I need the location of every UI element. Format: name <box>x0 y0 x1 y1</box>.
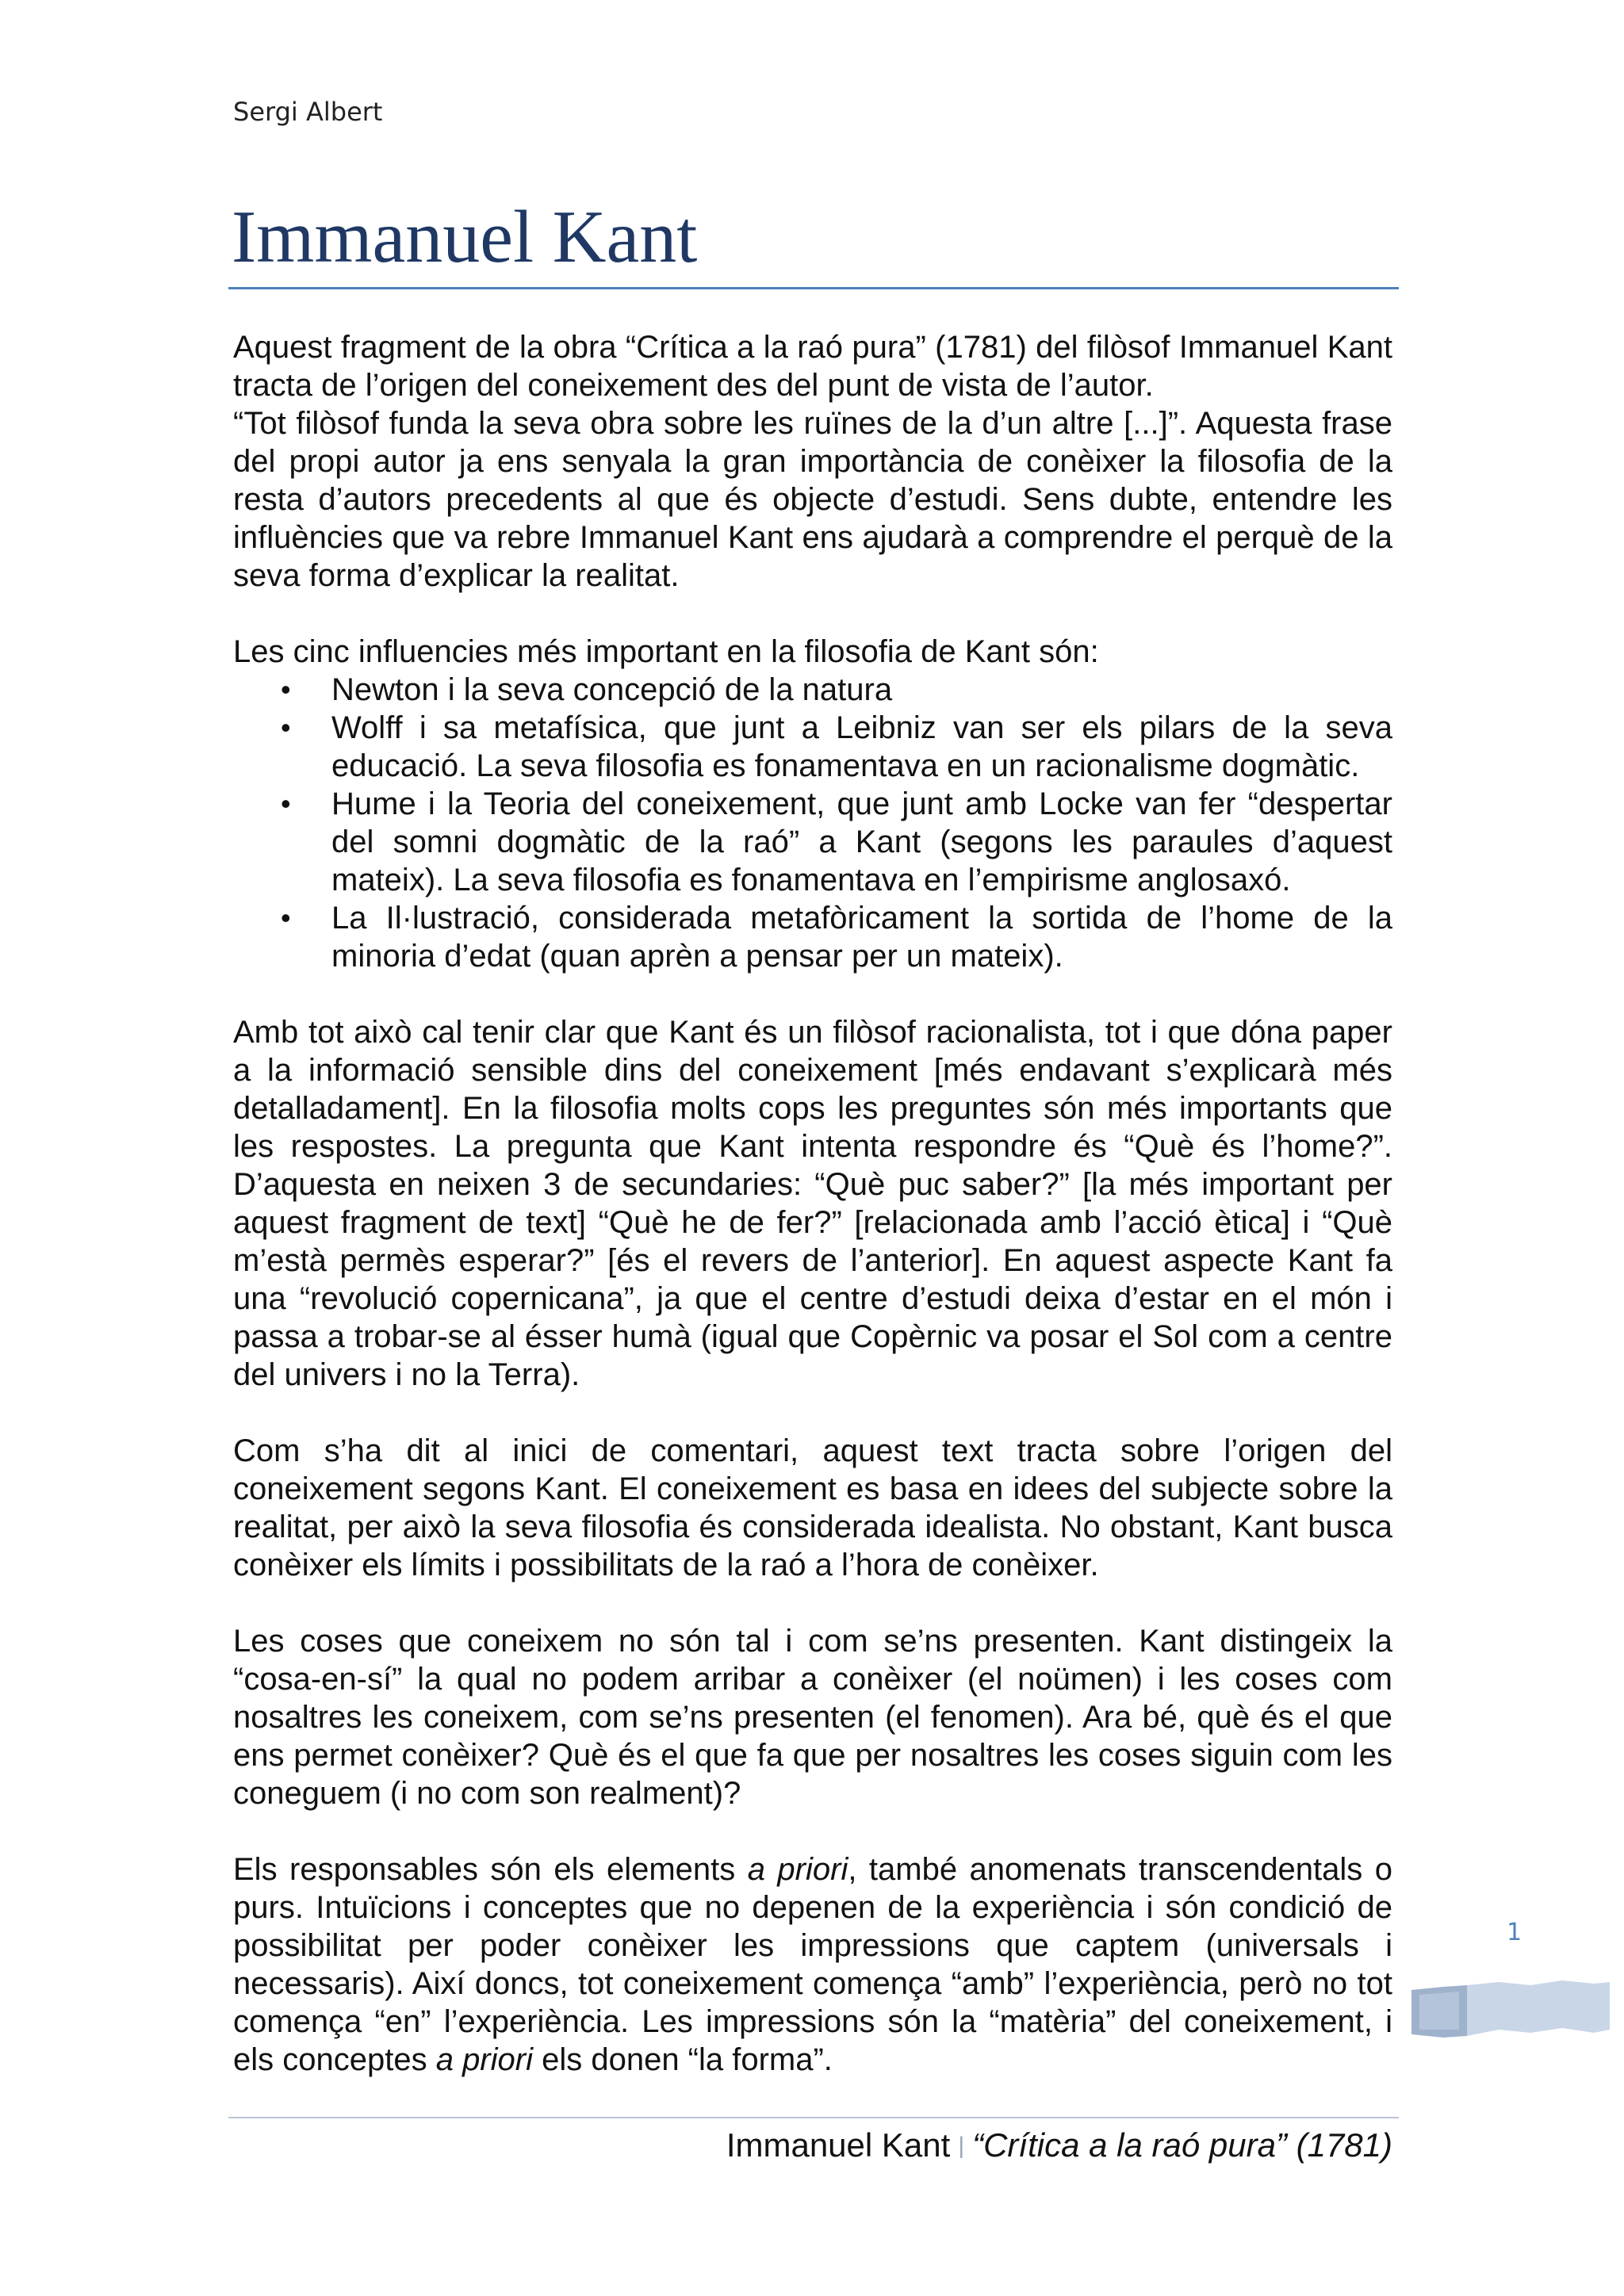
paragraph-origin-knowledge: Com s’ha dit al inici de comentari, aquest text tracta sobre l’origen del coneixement segons Kant. El coneixement es basa en idees del subjecte sobre la realitat, per això la seva filosofia és considerada idealista. No obstant, Kant busca conèixer els límits i possibilitats de la raó a l’hora de conèixer. <box>233 1433 1392 1582</box>
list-item-text: Hume i la Teoria del coneixement, que junt amb Locke van fer “despertar del somni dogmàtic de la raó” a Kant (segons les paraules d’aquest mateix). La seva filosofia es fonamentava en l’empirisme anglosaxó. <box>331 786 1392 897</box>
list-item <box>281 671 1392 709</box>
footer-subtitle: “Crítica a la raó pura” (1781) <box>972 2126 1392 2164</box>
list-item <box>281 899 1392 975</box>
header-author: Sergi Albert <box>233 97 383 127</box>
italic-run: a priori <box>747 1852 848 1887</box>
paragraph-a-priori <box>233 1850 1392 2079</box>
page-title: Immanuel Kant <box>232 196 698 278</box>
influences-list <box>233 671 1392 975</box>
bullet-icon: • <box>281 711 291 744</box>
footer-title: Immanuel Kant <box>726 2126 951 2164</box>
list-item <box>281 709 1392 785</box>
list-item-text: Wolff i sa metafísica, que junt a Leibniz van ser els pilars de la seva educació. La seva filosofia es fonamentava en un racionalisme dogmàtic. <box>331 710 1392 783</box>
page-corner-decoration <box>1411 1974 1610 2045</box>
footer-rule <box>228 2117 1399 2118</box>
text-run: , també anomenats transcendentals o purs. Intuïcions i conceptes que no depenen de la experiència i són condició de possibilitat per poder conèixer les impressions que captem (universals i necessaris). Així doncs, tot coneixement comença “amb” l’experiència, però no tot comença “en” l’experiència. Les impressions són la “matèria” del coneixement, i els conceptes <box>233 1852 1392 2077</box>
list-item <box>281 785 1392 899</box>
footer <box>726 2125 1392 2167</box>
bullet-icon: • <box>281 787 291 820</box>
title-underline <box>228 287 1399 289</box>
body-text <box>233 328 1392 2117</box>
text-run: Els responsables són els elements <box>233 1852 748 1887</box>
influences-intro: Les cinc influencies més important en la filosofia de Kant són: <box>233 634 1099 669</box>
page-number: 1 <box>1507 1919 1522 1946</box>
paragraph-intro-1: Aquest fragment de la obra “Crítica a la raó pura” (1781) del filòsof Immanuel Kant tracta de l’origen del coneixement des del punt de vista de l’autor. <box>233 330 1392 403</box>
paragraph-noumenon: Les coses que coneixem no són tal i com se’ns presenten. Kant distingeix la “cosa-en-sí” la qual no podem arribar a conèixer (el noümen) i les coses com nosaltres les coneixem, com se’ns presenten (el fenomen). Ara bé, què és el que ens permet conèixer? Què és el que fa que per nosaltres les coses siguin com les coneguem (i no com son realment)? <box>233 1624 1392 1811</box>
list-item-text: La Il·lustració, considerada metafòricament la sortida de l’home de la minoria d’edat (quan aprèn a pensar per un mateix). <box>331 901 1392 974</box>
paragraph-rationalism: Amb tot això cal tenir clar que Kant és un filòsof racionalista, tot i que dóna paper a la informació sensible dins del coneixement [més endavant s’explicarà més detalladament]. En la filosofia molts cops les preguntes són més importants que les respostes. La pregunta que Kant intenta respondre és “Què és l’home?”. D’aquesta en neixen 3 de secundaries: “Què puc saber?” [la més important per aquest fragment de text] “Què he de fer?” [relacionada amb l’acció ètica] i “Què m’està permès esperar?” [és el revers de l’anterior]. En aquest aspecte Kant fa una “revolució copernicana”, ja que el centre d’estudi deixa d’estar en el món i passa a trobar-se al ésser humà (igual que Copèrnic va posar el Sol com a centre del univers i no la Terra). <box>233 1015 1392 1392</box>
list-item-text: Newton i la seva concepció de la natura <box>331 672 893 707</box>
bullet-icon: • <box>281 901 291 934</box>
italic-run: a priori <box>435 2042 533 2077</box>
bullet-icon: • <box>281 673 291 706</box>
footer-separator: | <box>958 2133 965 2159</box>
paragraph-intro-2: “Tot filòsof funda la seva obra sobre les ruïnes de la d’un altre [...]”. Aquesta frase del propi autor ja ens senyala la gran importància de conèixer la filosofia de la resta d’autors precedents al que és objecte d’estudi. Sens dubte, entendre les influències que va rebre Immanuel Kant ens ajudarà a comprendre el perquè de la seva forma d’explicar la realitat. <box>233 406 1392 593</box>
text-run: els donen “la forma”. <box>532 2042 833 2077</box>
